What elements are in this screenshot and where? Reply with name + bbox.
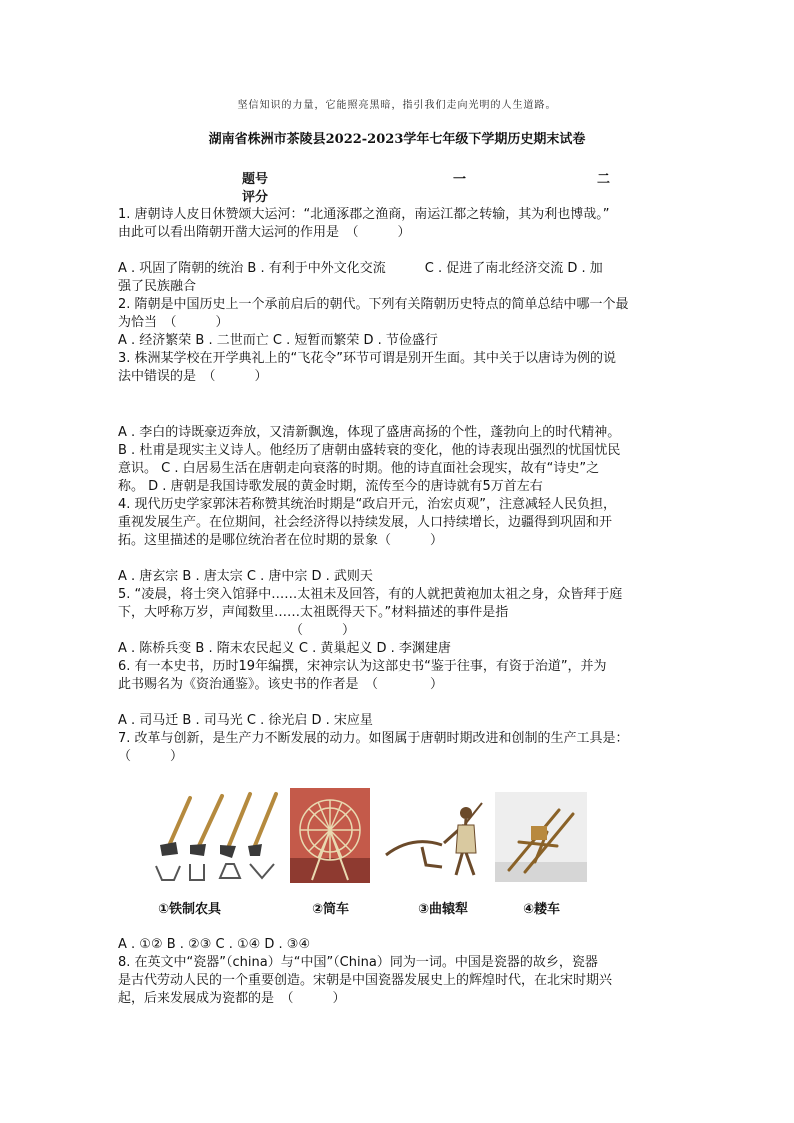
answer-options: 意识。 C . 白居易生活在唐朝走向衰落的时期。他的诗直面社会现实，故有“诗史”之 [118,461,600,476]
question-line: 3. 株洲某学校在开学典礼上的“飞花令”环节可谓是别开生面。其中关于以唐诗为例的说 [118,351,617,366]
page-title: 湖南省株洲市茶陵县2022-2023学年七年级下学期历史期末试卷 [208,132,586,147]
question-line: 此书赐名为《资治通鉴》。该史书的作者是 （ ） [118,677,444,692]
caption-curved-shaft-plow: ③曲辕犁 [418,902,469,917]
question-line: 起，后来发展成为瓷都的是 （ ） [118,991,346,1006]
answer-options: A . ①② B . ②③ C . ①④ D . ③④ [118,937,311,952]
score-table-row2-label: 评分 [242,190,269,205]
question-line: 5. “凌晨，将士突入馆驿中……太祖未及回答，有的人就把黄袍加太祖之身，众皆拜于庭 [118,587,623,602]
caption-waterwheel: ②筒车 [312,902,350,917]
answer-options: A . 李白的诗既豪迈奔放，又清新飘逸，体现了盛唐高扬的个性，蓬勃向上的时代精神。 [118,425,621,440]
waterwheel-image [290,788,370,883]
answer-options: B . 杜甫是现实主义诗人。他经历了唐朝由盛转衰的变化，他的诗表现出强烈的忧国忧民 [118,443,621,458]
question-line: 拓。这里描述的是哪位统治者在位时期的景象（ ） [118,533,444,548]
score-table-col1: 一 [453,172,467,187]
question-line: 8. 在英文中“瓷器”（china）与“中国”（China）同为一词。中国是瓷器的故乡，瓷器 [118,955,598,970]
question-line: 法中错误的是 （ ） [118,369,268,384]
question-line: 重视发展生产。在位期间，社会经济得以持续发展，人口持续增长，边疆得到巩固和开 [118,515,613,530]
question-line: 7. 改革与创新，是生产力不断发展的动力。如图属于唐朝时期改进和创制的生产工具是： [118,731,629,746]
caption-iron-farm-tools: ①铁制农具 [158,902,222,917]
question-line: （ ） [290,623,356,638]
question-line: 是古代劳动人民的一个重要创造。宋朝是中国瓷器发展史上的辉煌时代，在北宋时期兴 [118,973,613,988]
answer-options: A . 巩固了隋朝的统治 B . 有利于中外文化交流 C . 促进了南北经济交流 D . 加 [118,261,603,276]
answer-options: A . 陈桥兵变 B . 隋末农民起义 C . 黄巢起义 D . 李渊建唐 [118,641,451,656]
answer-options: A . 经济繁荣 B . 二世而亡 C . 短暂而繁荣 D . 节俭盛行 [118,333,438,348]
question-line: 1. 唐朝诗人皮日休赞颂大运河：“北通涿郡之渔商，南运江都之转输，其为利也博哉。” [118,207,610,222]
answer-options: 称。 D . 唐朝是我国诗歌发展的黄金时期，流传至今的唐诗就有5万首左右 [118,479,543,494]
question-line: （ ） [118,749,184,764]
score-table-col2: 二 [597,172,611,187]
answer-options: A . 司马迁 B . 司马光 C . 徐光启 D . 宋应星 [118,713,373,728]
answer-options: 强了民族融合 [118,279,197,294]
question-line: 由此可以看出隋朝开凿大运河的作用是 （ ） [118,225,411,240]
question-line: 下，大呼称万岁，声闻数里……太祖既得天下。”材料描述的事件是指 [118,605,509,620]
question-line: 2. 隋朝是中国历史上一个承前启后的朝代。下列有关隋朝历史特点的简单总结中哪一个最 [118,297,629,312]
curved-shaft-plow-image [382,795,492,885]
caption-seed-drill: ④耧车 [523,902,561,917]
question-line: 6. 有一本史书，历时19年编撰，宋神宗认为这部史书“鉴于往事，有资于治道”，并为 [118,659,607,674]
question-line: 4. 现代历史学家郭沫若称赞其统治时期是“政启开元，治宏贞观”，注意减轻人民负担， [118,497,617,512]
motto-header: 坚信知识的力量，它能照亮黑暗，指引我们走向光明的人生道路。 [237,100,557,111]
seed-drill-image [495,792,587,882]
answer-options: A . 唐玄宗 B . 唐太宗 C . 唐中宗 D . 武则天 [118,569,373,584]
iron-farm-tools-image [150,790,280,885]
score-table-row1-label: 题号 [242,172,269,187]
question-line: 为恰当 （ ） [118,315,229,330]
